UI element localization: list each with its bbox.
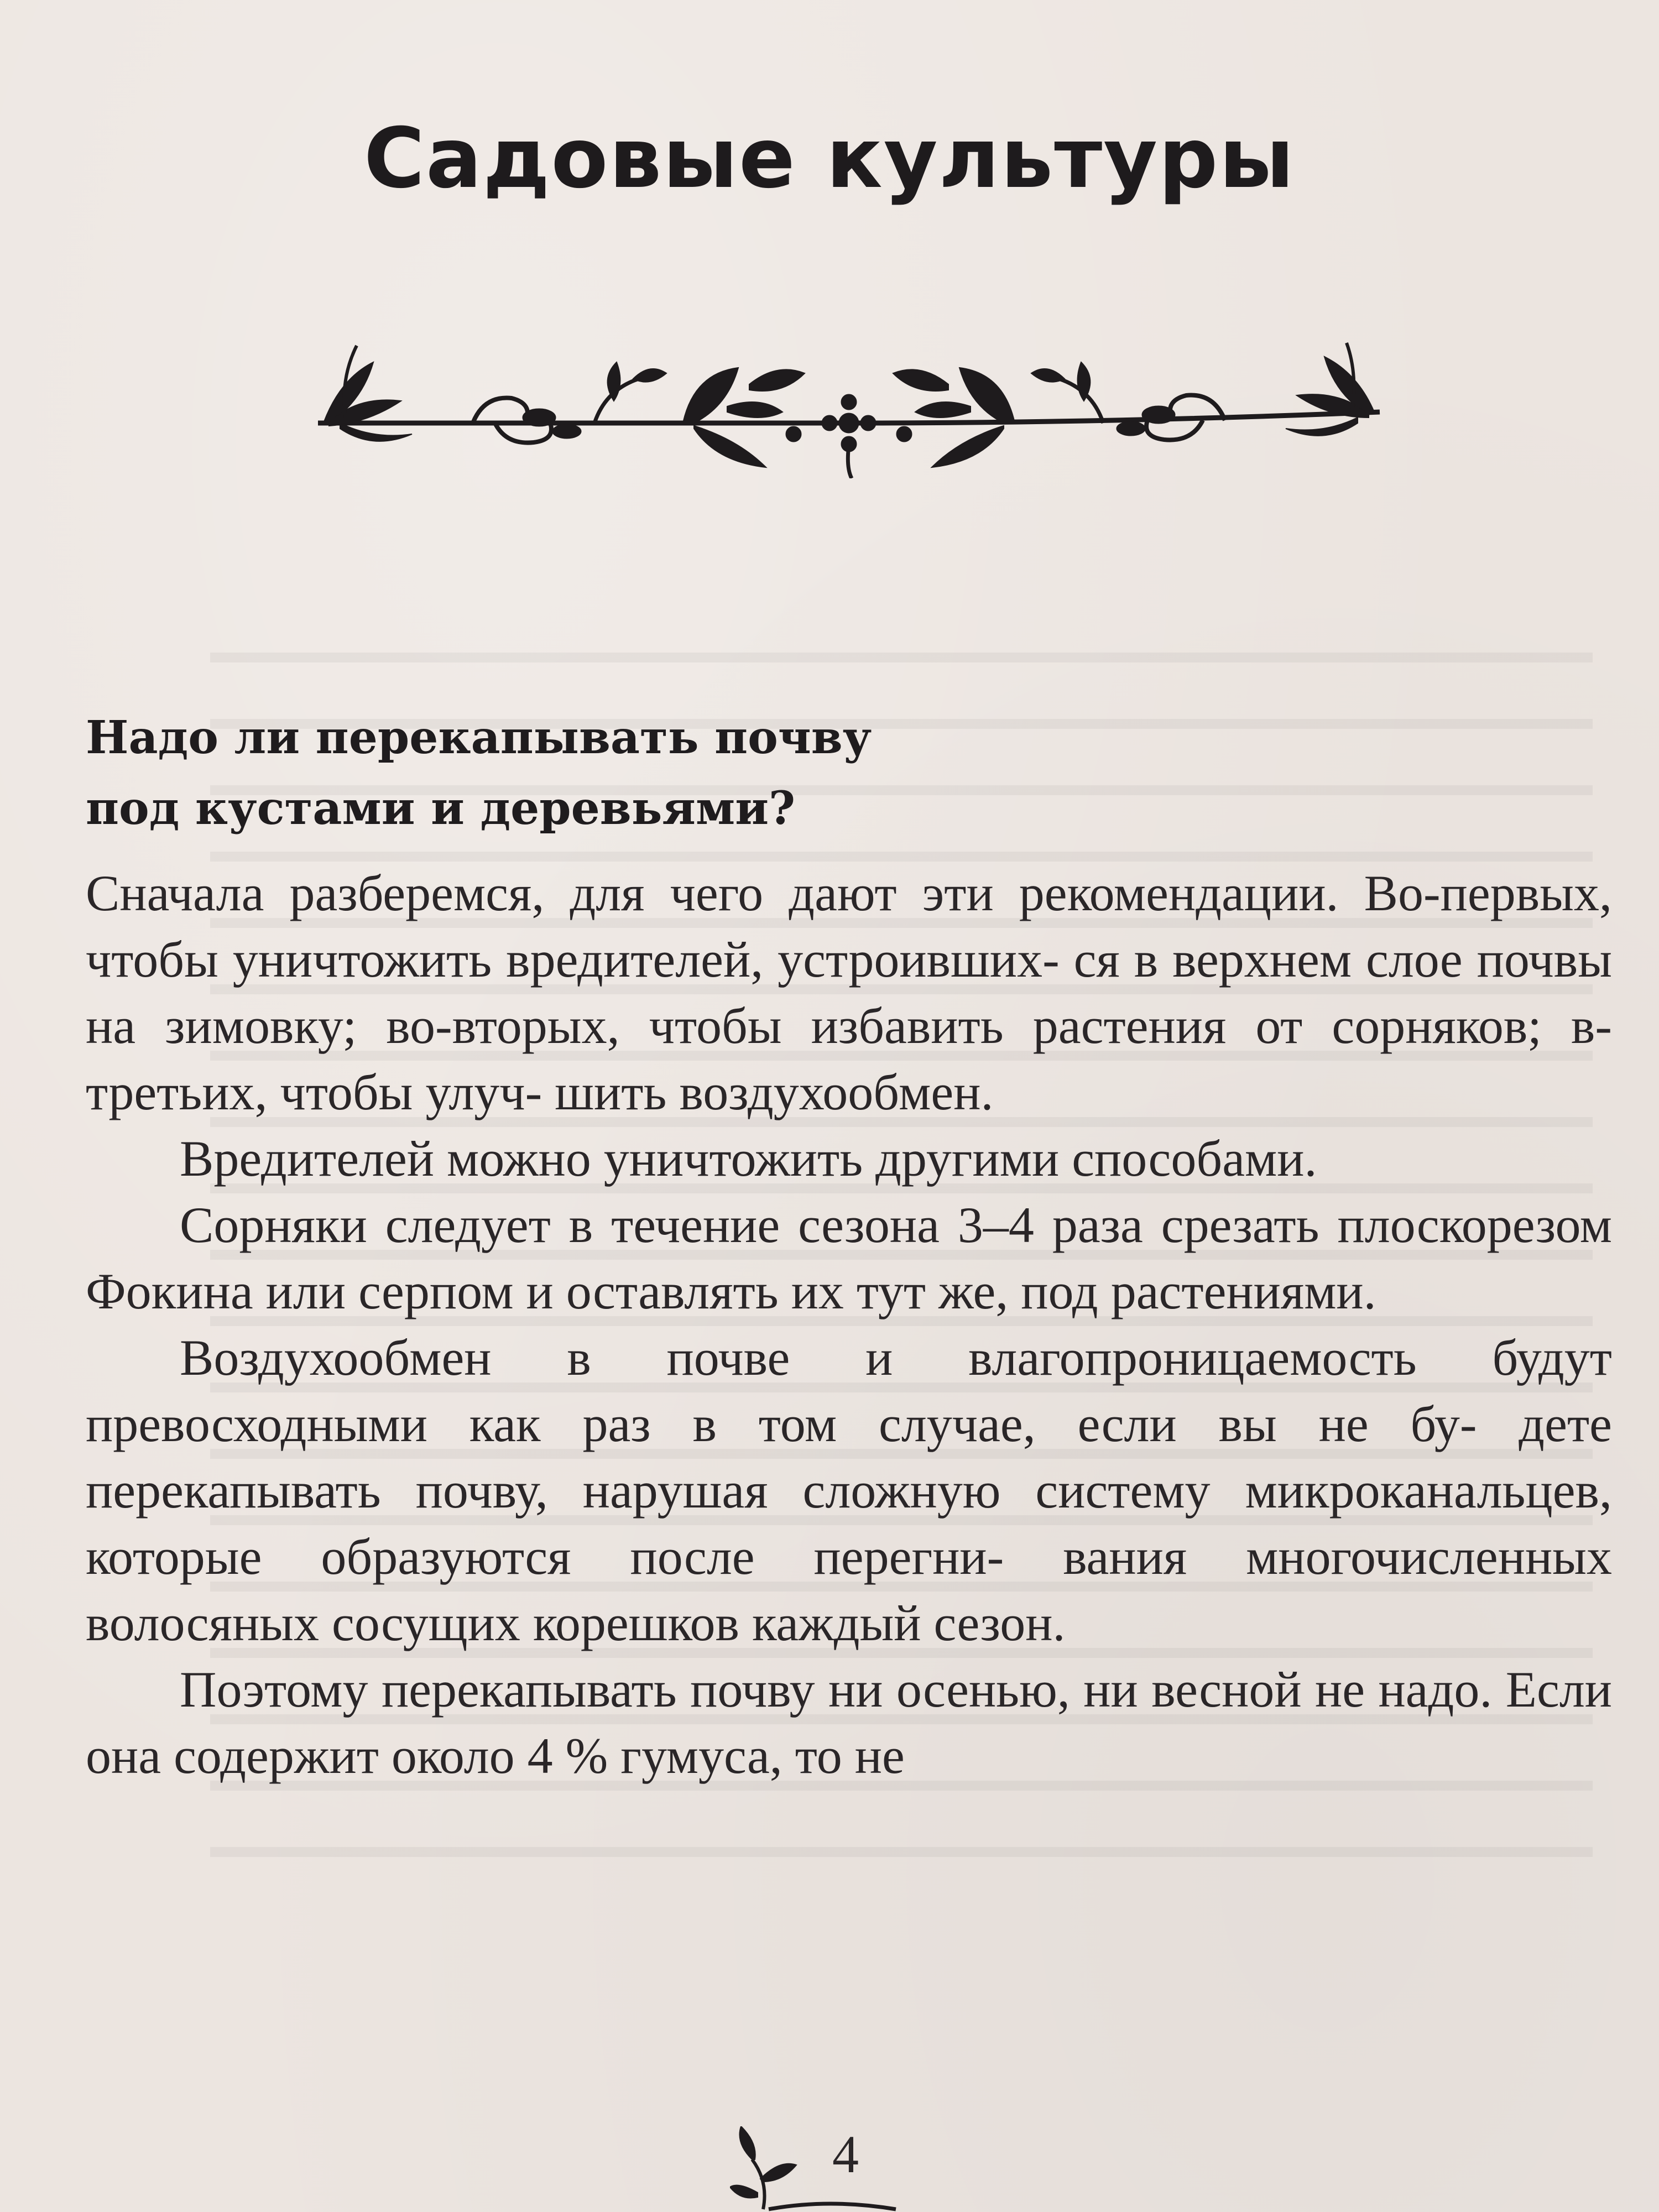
- body-text: [86, 860, 1612, 1789]
- paragraph-2: Вредителей можно уничтожить другими способами.: [180, 1130, 1317, 1187]
- paragraph-5: Поэтому перекапывать почву ни осенью, ни весной не надо. Если она содержит около 4 % гумуса, то не: [86, 1661, 1612, 1784]
- question-heading: [86, 702, 1579, 844]
- chapter-title: Садовые культуры: [363, 111, 1296, 207]
- paragraph-3: Сорняки следует в течение сезона 3–4 раза срезать плоскорезом Фокина или серпом и оставлять их тут же, под растениями.: [86, 1197, 1612, 1319]
- question-heading-line-2: под кустами и деревьями?: [86, 782, 796, 835]
- paragraph-4: Воздухообмен в почве и влагопроницаемость будут превосходными как раз в том случае, если вы не бу- дете перекапывать почву, нарушая сложную систему микроканальцев, которые образуются после перегни- вания многочисленных волосяных сосущих корешков каждый сезон.: [86, 1329, 1612, 1651]
- question-heading-line-1: Надо ли перекапывать почву: [86, 711, 872, 764]
- floral-divider-ornament: [307, 340, 1391, 478]
- footer-sprig-ornament: [730, 2126, 929, 2212]
- paragraph-1: Сначала разберемся, для чего дают эти рекомендации. Во-первых, чтобы уничтожить вредителей, устроивших- ся в верхнем слое почвы на зимовку; во-вторых, чтобы избавить растения от сорняков; в-третьих, чтобы улуч- шить воздухообмен.: [86, 865, 1612, 1120]
- page-number: 4: [832, 2125, 859, 2184]
